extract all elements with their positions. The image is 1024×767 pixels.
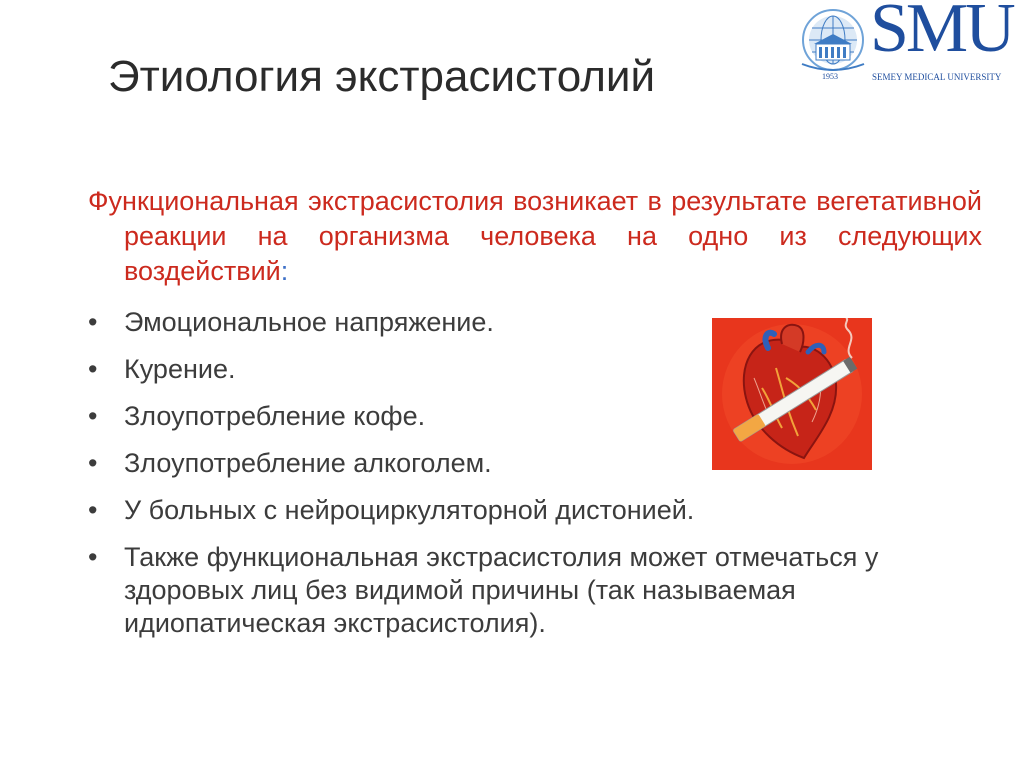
heart-cigarette-icon bbox=[712, 318, 872, 470]
university-emblem-icon bbox=[796, 6, 870, 80]
logo-wordmark: SMU bbox=[870, 0, 1013, 67]
slide-title: Этиология экстрасистолий bbox=[108, 52, 656, 101]
university-logo bbox=[796, 2, 1022, 94]
bullet-dot: • bbox=[88, 401, 98, 431]
logo-subtitle: SEMEY MEDICAL UNIVERSITY bbox=[872, 72, 1002, 82]
list-item bbox=[88, 306, 684, 339]
list-item bbox=[88, 541, 884, 640]
bullet-dot: • bbox=[88, 307, 98, 337]
bullet-dot: • bbox=[88, 354, 98, 384]
bullet-dot: • bbox=[88, 542, 98, 572]
intro-colon: : bbox=[280, 256, 289, 286]
heart-cigarette-illustration bbox=[712, 318, 872, 470]
bullet-dot: • bbox=[88, 495, 98, 525]
list-item-text: Эмоциональное напряжение. bbox=[124, 307, 494, 337]
list-item-text: Также функциональная экстрасистолия может отмечаться у здоровых лиц без видимой причины (так называемая идиопатическая экстрасистолия). bbox=[124, 542, 879, 638]
intro-paragraph bbox=[88, 184, 982, 289]
logo-year: 1953 bbox=[822, 72, 838, 81]
intro-text: Функциональная экстрасистолия возникает в результате вегетативной реакции на организма человека на одно из следующих воздействий bbox=[88, 186, 982, 286]
list-item-text: У больных с нейроциркуляторной дистонией. bbox=[124, 495, 695, 525]
list-item-text: Курение. bbox=[124, 354, 236, 384]
list-item-text: Злоупотребление алкоголем. bbox=[124, 448, 492, 478]
list-item-text: Злоупотребление кофе. bbox=[124, 401, 426, 431]
list-item bbox=[88, 494, 908, 527]
bullet-dot: • bbox=[88, 448, 98, 478]
